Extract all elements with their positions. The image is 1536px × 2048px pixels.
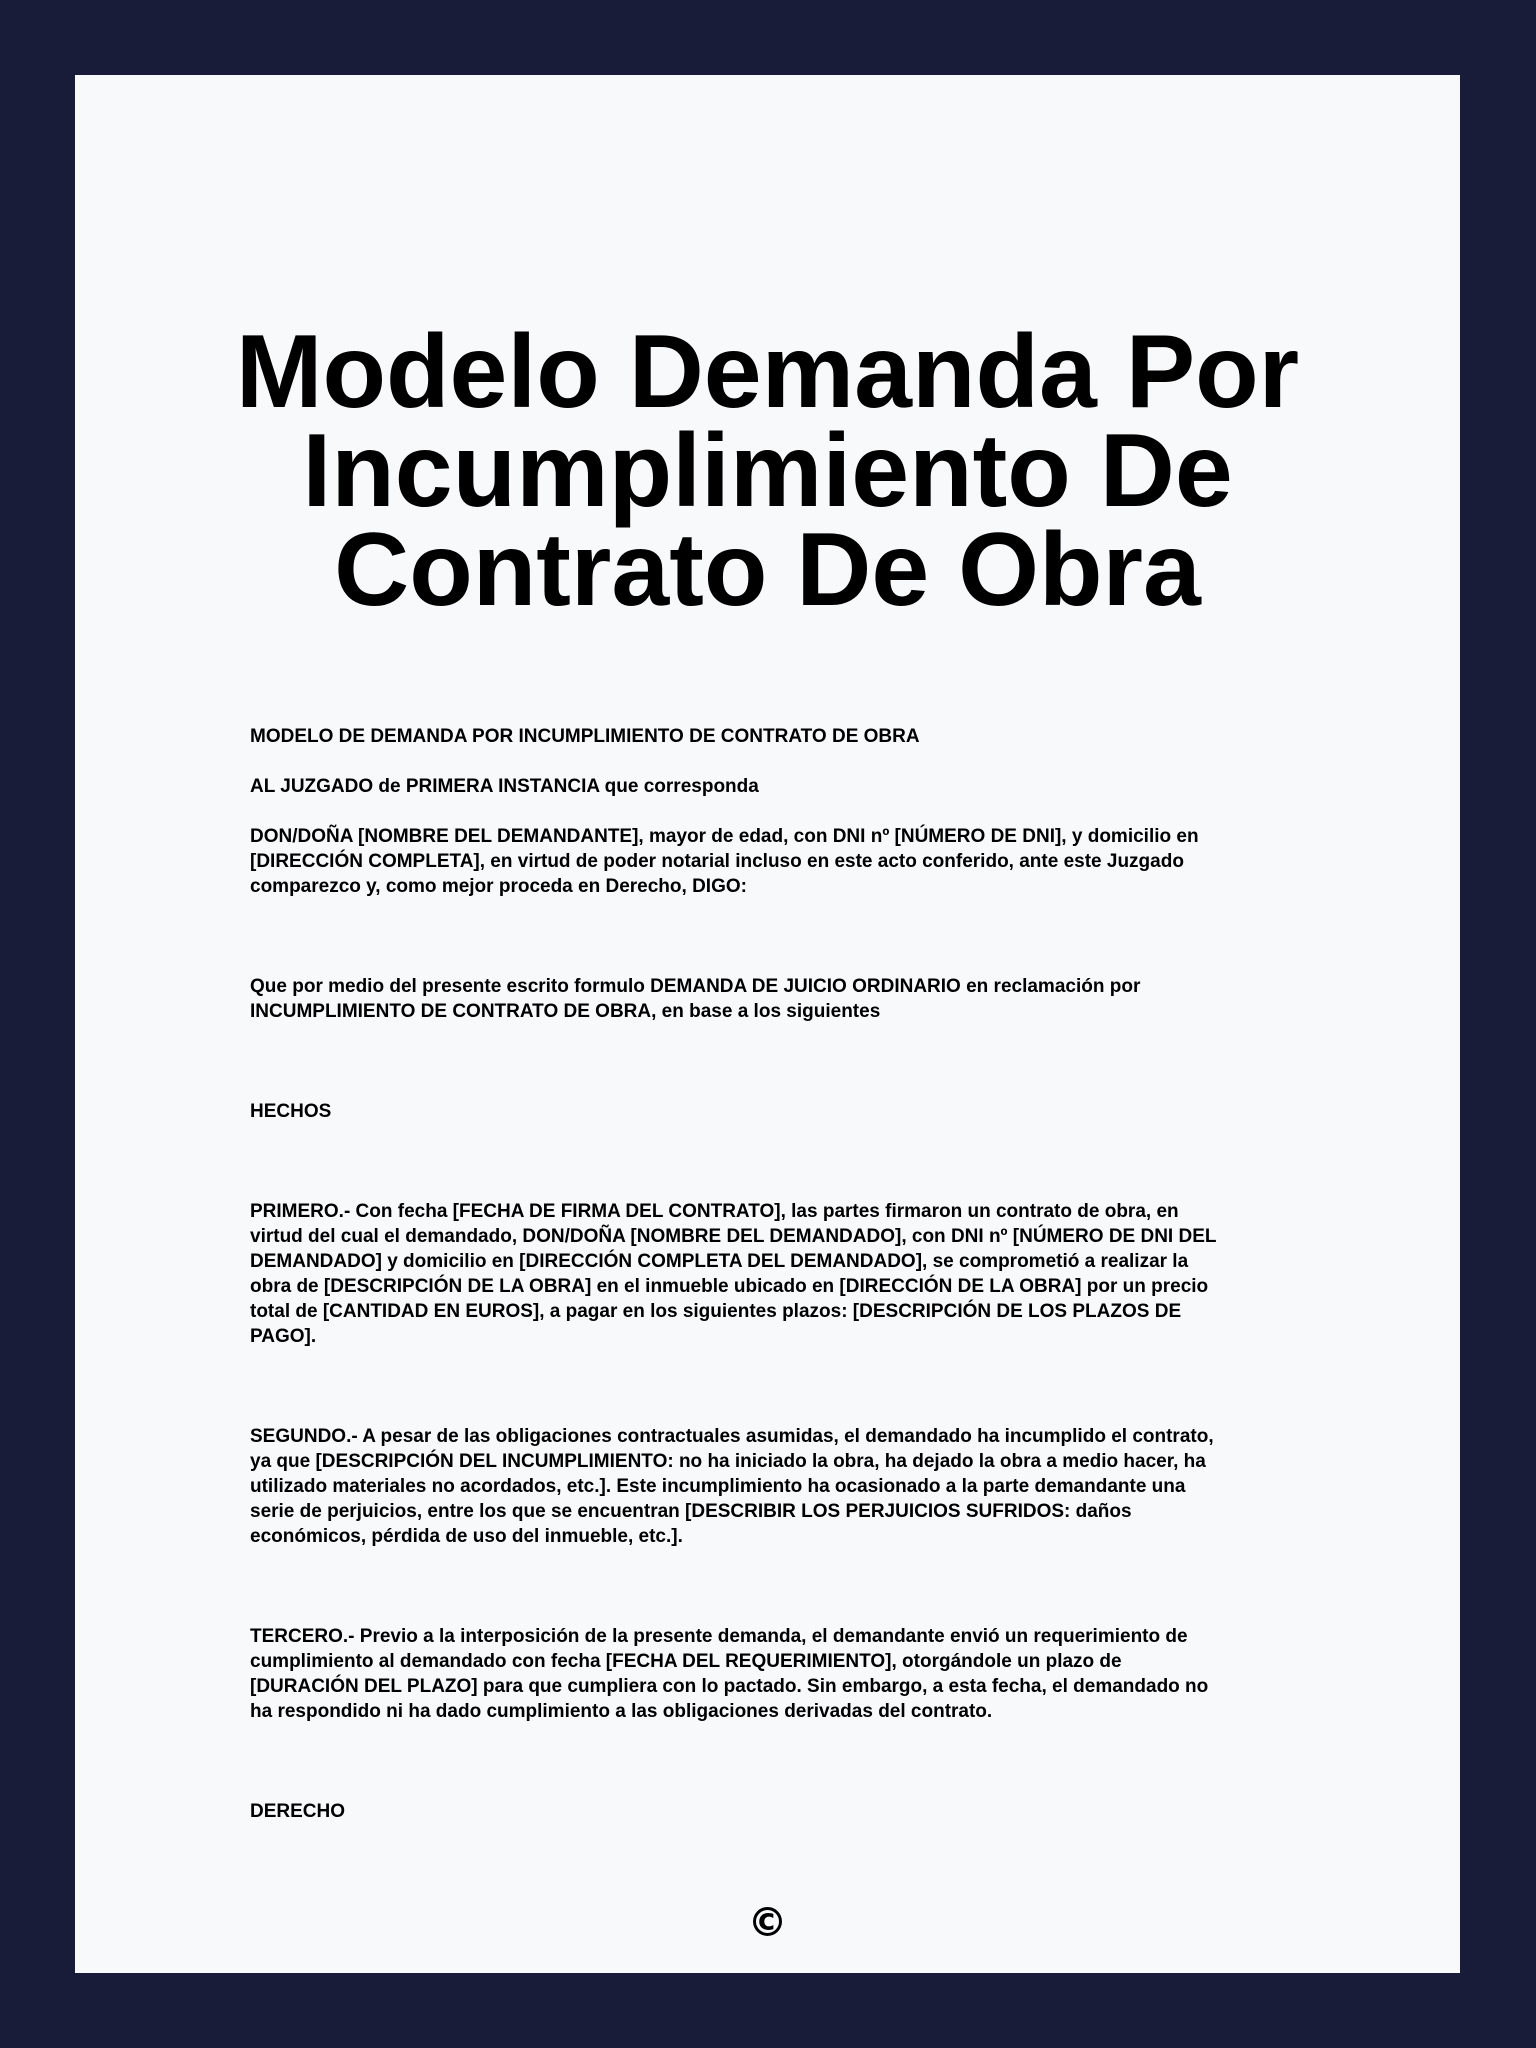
law-heading: DERECHO: [250, 1801, 346, 1822]
fact-third: TERCERO.- Previo a la interposición de la presente demanda, el demandante envió un requerimiento de cumplimiento al demandado con fecha [FECHA DEL REQUERIMIENTO], otorgándole un plazo de [DURACIÓN DEL PLAZO] para que cumpliera con lo pactado. Sin embargo, a esta fecha, el demandado no ha respondido ni ha dado cumplimiento a las obligaciones derivadas del contrato.: [250, 1626, 1209, 1722]
fact-second: SEGUNDO.- A pesar de las obligaciones contractuales asumidas, el demandado ha incumplido el contrato, ya que [DESCRIPCIÓN DEL INCUMPLIMIENTO: no ha iniciado la obra, ha dejado la obra a medio hacer, ha utilizado materiales no acordados, etc.]. Este incumplimiento ha ocasionado a la parte demandante una serie de perjuicios, entre los que se encuentran [DESCRIBIR LOS PERJUICIOS SUFRIDOS: daños económicos, pérdida de uso del inmueble, etc.].: [250, 1426, 1214, 1547]
court-line: AL JUZGADO de PRIMERA INSTANCIA que corresponda: [250, 776, 759, 797]
document-body: [250, 724, 1350, 1824]
copyright-symbol: ©: [747, 1900, 788, 1946]
document-page: [75, 75, 1460, 1973]
intro-paragraph: DON/DOÑA [NOMBRE DEL DEMANDANTE], mayor de edad, con DNI nº [NÚMERO DE DNI], y domicilio en [DIRECCIÓN COMPLETA], en virtud de poder notarial incluso en este acto conferido, ante este Juzgado comparezco y, como mejor proceda en Derecho, DIGO:: [250, 826, 1199, 897]
claim-paragraph: Que por medio del presente escrito formulo DEMANDA DE JUICIO ORDINARIO en reclamación por INCUMPLIMIENTO DE CONTRATO DE OBRA, en base a los siguientes: [250, 976, 1141, 1022]
facts-heading: HECHOS: [250, 1101, 332, 1122]
document-title: Modelo Demanda Por Incumplimiento De Contrato De Obra: [235, 314, 1300, 628]
fact-first: PRIMERO.- Con fecha [FECHA DE FIRMA DEL CONTRATO], las partes firmaron un contrato de obra, en virtud del cual el demandado, DON/DOÑA [NOMBRE DEL DEMANDADO], con DNI nº [NÚMERO DE DNI DEL DEMANDADO] y domicilio en [DIRECCIÓN COMPLETA DEL DEMANDADO], se comprometió a realizar la obra de [DESCRIPCIÓN DE LA OBRA] en el inmueble ubicado en [DIRECCIÓN DE LA OBRA] por un precio total de [CANTIDAD EN EUROS], a pagar en los siguientes plazos: [DESCRIPCIÓN DE LOS PLAZOS DE PAGO].: [250, 1201, 1217, 1347]
document-heading: MODELO DE DEMANDA POR INCUMPLIMIENTO DE CONTRATO DE OBRA: [250, 726, 920, 747]
